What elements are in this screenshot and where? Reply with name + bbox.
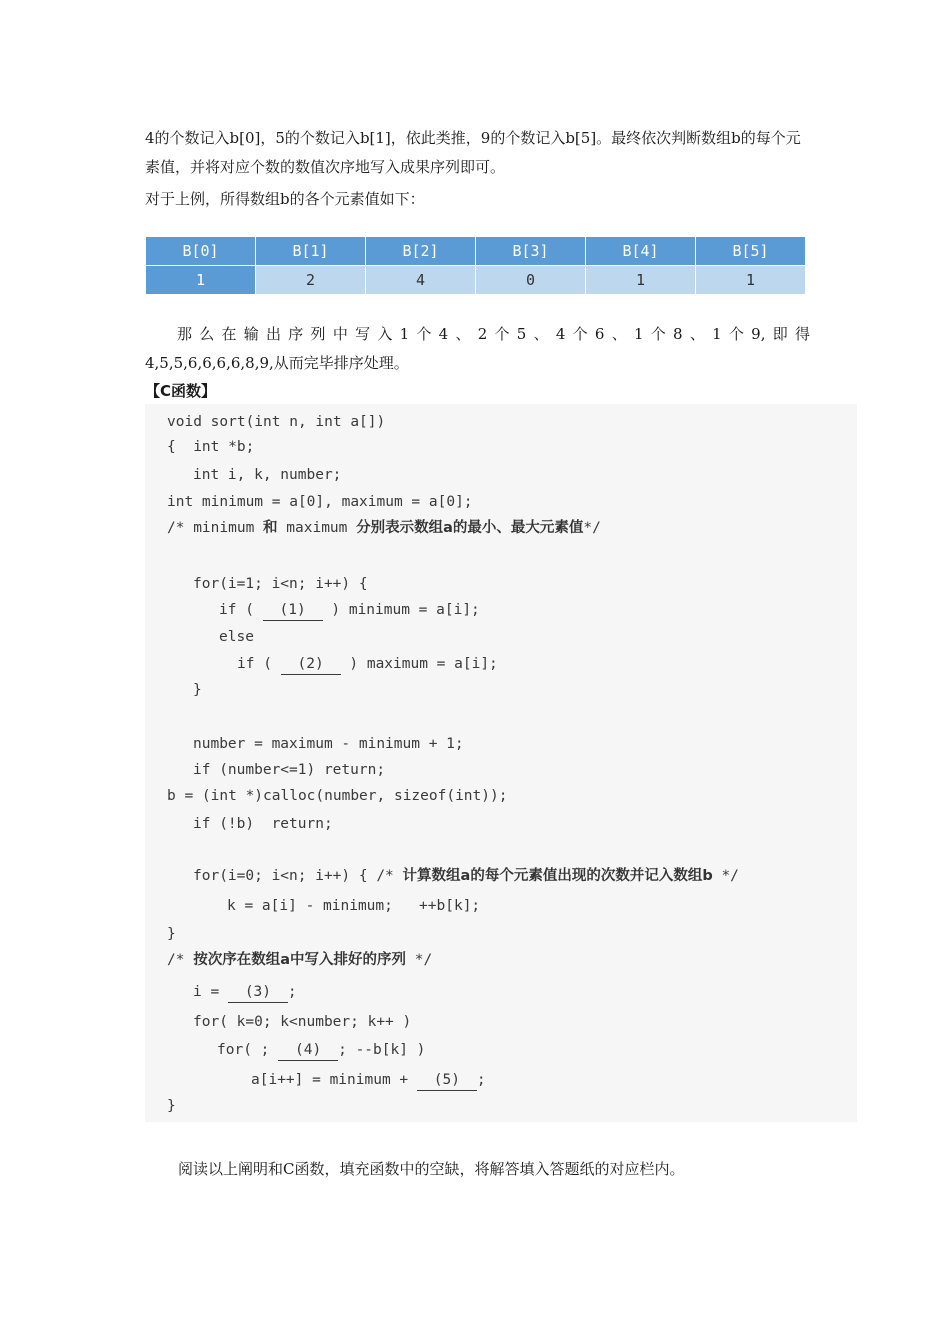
table-cell: 1 <box>146 266 256 295</box>
explain-line-1: 那么在输出序列中写入1个4、2个5、4个6、1个8、1个9,即得 <box>177 325 810 343</box>
code-line: if (number<=1) return; <box>193 762 386 778</box>
table-cell: 1 <box>586 266 696 295</box>
code-token: 计算数组a的每个元素值出现的次数并记入数组b <box>402 868 713 884</box>
code-line <box>219 600 480 621</box>
code-token: /* minimum <box>167 520 255 536</box>
blank-3: (3) <box>228 982 288 1003</box>
code-token: ) minimum = a[i]; <box>322 602 480 618</box>
code-token: for( ; <box>217 1042 279 1058</box>
blank-2: (2) <box>281 654 341 675</box>
instruction-text: 阅读以上阐明和C函数，填充函数中的空缺，将解答填入答题纸的对应栏内。 <box>178 1160 685 1178</box>
table-row <box>146 266 806 295</box>
code-line <box>237 654 498 675</box>
code-line: for(i=1; i<n; i++) { <box>193 576 368 592</box>
code-block <box>145 404 857 1122</box>
code-comment-line <box>167 518 601 538</box>
code-line: } <box>167 1098 176 1114</box>
code-token: if ( <box>237 656 281 672</box>
table-header-cell: B[3] <box>476 237 586 266</box>
table-header-cell: B[5] <box>696 237 806 266</box>
code-token: 分别表示数组a的最小、最大元素值 <box>356 520 584 536</box>
table-header-cell: B[2] <box>366 237 476 266</box>
code-token: */ <box>414 952 433 968</box>
table-cell: 0 <box>476 266 586 295</box>
code-line: int i, k, number; <box>193 467 342 483</box>
code-line <box>193 982 297 1003</box>
intro-sentence: 对于上例，所得数组b的各个元素值如下： <box>145 190 425 208</box>
code-line: b = (int *)calloc(number, sizeof(int)); <box>167 788 508 804</box>
code-token: /* <box>167 952 185 968</box>
code-token: maximum <box>286 520 348 536</box>
code-line: void sort(int n, int a[]) <box>167 414 386 430</box>
code-line: int minimum = a[0], maximum = a[0]; <box>167 494 473 510</box>
code-token: a[i++] = minimum + <box>251 1072 417 1088</box>
code-line: { int *b; <box>167 439 255 455</box>
code-line: k = a[i] - minimum; ++b[k]; <box>227 898 481 914</box>
code-line <box>193 866 739 886</box>
code-token: if ( <box>219 602 263 618</box>
table-header-cell: B[0] <box>146 237 256 266</box>
code-token: ; <box>287 984 297 1000</box>
table-cell: 2 <box>256 266 366 295</box>
table-header-row <box>146 237 806 266</box>
code-comment-line <box>167 950 432 970</box>
code-token: ; <box>476 1072 486 1088</box>
code-line: if (!b) return; <box>193 816 333 832</box>
code-line: } <box>193 682 202 698</box>
section-heading: 【C函数】 <box>145 382 217 400</box>
table-header-cell: B[1] <box>256 237 366 266</box>
code-token: 和 <box>263 520 278 536</box>
code-token: ) maximum = a[i]; <box>340 656 498 672</box>
code-line: } <box>167 926 176 942</box>
code-token: i = <box>193 984 228 1000</box>
code-token: */ <box>721 868 739 884</box>
blank-5: (5) <box>417 1070 477 1091</box>
code-line: number = maximum - minimum + 1; <box>193 736 464 752</box>
code-token: for(i=0; i<n; i++) { /* <box>193 868 394 884</box>
code-token: ; --b[k] ) <box>338 1042 426 1058</box>
explain-paragraph <box>145 320 810 378</box>
code-token: */ <box>583 520 601 536</box>
intro-paragraph: 4的个数记入b[0]，5的个数记入b[1]，依此类推，9的个数记入b[5]。最终依次判断数组b的每个元素值，并将对应个数的数值次序地写入成果序列即可。 <box>145 129 801 176</box>
table-cell: 1 <box>696 266 806 295</box>
code-line <box>251 1070 486 1091</box>
table-cell: 4 <box>366 266 476 295</box>
blank-1: (1) <box>263 600 323 621</box>
code-line: else <box>219 629 254 645</box>
code-token: 按次序在数组a中写入排好的序列 <box>193 952 406 968</box>
code-line <box>217 1040 425 1061</box>
array-b-table <box>145 236 806 295</box>
code-line: for( k=0; k<number; k++ ) <box>193 1014 412 1030</box>
explain-line-2: 4,5,5,6,6,6,6,8,9,从而完毕排序处理。 <box>145 354 409 372</box>
blank-4: (4) <box>278 1040 338 1061</box>
table-header-cell: B[4] <box>586 237 696 266</box>
